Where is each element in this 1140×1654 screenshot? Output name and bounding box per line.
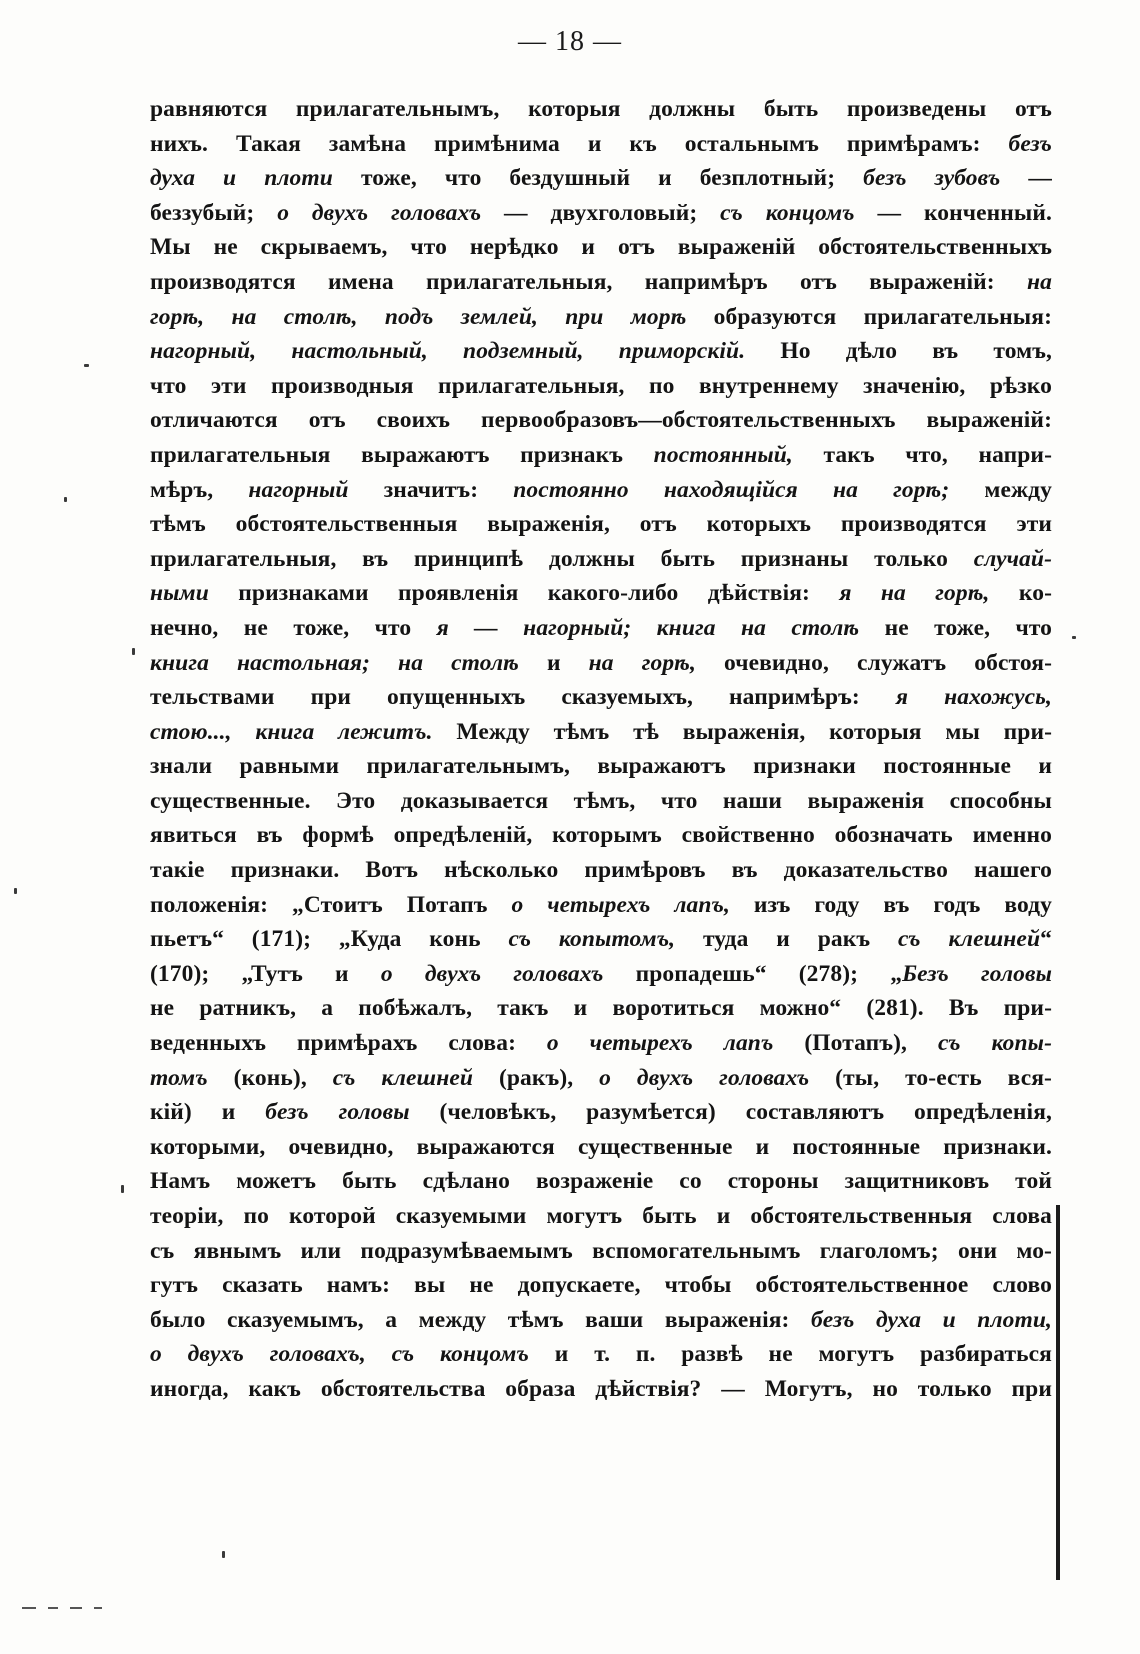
text-run: мѣръ, [150, 476, 249, 503]
text-run: явиться въ формѣ опредѣленій, которымъ свойственно обозначать именно [150, 822, 1052, 849]
text-line [150, 438, 1052, 473]
text-run: Мы не скрываемъ, что нерѣдко и отъ выраженій обстоятельственныхъ [150, 234, 1052, 261]
italic-phrase: о двухъ головахъ [599, 1064, 810, 1091]
text-run: прилагательныя выражаютъ признакъ [150, 441, 654, 468]
text-run: пропадешь“ (278); „ [603, 960, 903, 987]
scan-speck [132, 648, 135, 655]
margin-line [1056, 1205, 1060, 1580]
text-run: тѣмъ обстоятельственныя выраженія, отъ которыхъ производятся эти [150, 511, 1052, 538]
italic-phrase: нагорный, настольный, подземный, приморскій. [150, 338, 746, 365]
text-run: существенные. Это доказывается тѣмъ, что наши выраженія способны [150, 787, 1052, 814]
text-line [150, 818, 1052, 853]
scan-speck [121, 1185, 124, 1193]
text-run: значитъ: [348, 476, 514, 503]
scan-edge-mark [48, 1607, 58, 1609]
italic-phrase: на горѣ, [588, 649, 696, 676]
italic-phrase: о двухъ головахъ [277, 199, 482, 226]
scan-speck [14, 888, 17, 894]
text-line [150, 300, 1052, 335]
scan-edge-mark [22, 1607, 36, 1609]
italic-phrase: безъ [1008, 130, 1052, 157]
text-line [150, 680, 1052, 715]
text-run: тельствами при опущенныхъ сказуемыхъ, напримѣръ: [150, 684, 896, 711]
text-run: Намъ можетъ быть сдѣлано возраженіе со стороны защитниковъ той [150, 1168, 1052, 1195]
text-run: съ явнымъ или подразумѣваемымъ вспомогательнымъ глаголомъ; они мо- [150, 1237, 1052, 1264]
italic-phrase: постоянно находящійся на горѣ; [513, 476, 950, 503]
text-run: пьетъ“ (171); „Куда конь [150, 926, 509, 953]
text-line [150, 507, 1052, 542]
text-run: (170); „Тутъ и [150, 960, 381, 987]
text-run: (ты, то-есть вся- [809, 1064, 1052, 1091]
italic-phrase: съ копытомъ, [508, 926, 676, 953]
text-line [150, 1164, 1052, 1199]
text-run: изъ году въ годъ воду [729, 891, 1052, 918]
text-line [150, 127, 1052, 162]
text-line [150, 1234, 1052, 1269]
text-line [150, 1026, 1052, 1061]
body-text [150, 92, 1140, 1407]
text-line [150, 922, 1052, 957]
scan-speck [64, 497, 67, 502]
italic-phrase: ными [150, 580, 209, 607]
italic-phrase: постоянный, [653, 441, 793, 468]
text-run: прилагательныя, въ принципѣ должны быть признаны только [150, 545, 974, 572]
text-run: гутъ сказать намъ: вы не допускаете, чтобы обстоятельственное слово [150, 1272, 1052, 1299]
text-line [150, 784, 1052, 819]
text-line [150, 1061, 1052, 1096]
text-line [150, 1130, 1052, 1165]
text-run: не тоже, что [859, 614, 1052, 641]
text-line [150, 646, 1052, 681]
text-run: не ратникъ, а побѣжалъ, такъ и воротиться можно“ (281). Въ при- [150, 995, 1052, 1022]
text-line [150, 1268, 1052, 1303]
italic-phrase: Безъ головы [902, 960, 1052, 987]
text-run: “ [1040, 926, 1052, 953]
text-line [150, 1095, 1052, 1130]
scan-speck [1072, 636, 1076, 639]
text-run: кій) и [150, 1099, 266, 1126]
text-line [150, 230, 1052, 265]
text-line [150, 1372, 1052, 1407]
italic-phrase: я — нагорный; книга на столѣ [436, 614, 860, 641]
text-run: беззубый; [150, 199, 278, 226]
text-run: (человѣкъ, разумѣется) составляютъ опредѣленія, [409, 1099, 1052, 1126]
text-line [150, 715, 1052, 750]
text-run: было сказуемымъ, а между тѣмъ ваши выраженія: [150, 1306, 811, 1333]
text-run: такіе признаки. Вотъ нѣсколько примѣровъ въ доказательство нашего [150, 857, 1052, 884]
text-run: нечно, не тоже, что [150, 614, 437, 641]
text-line [150, 576, 1052, 611]
text-run: — [1000, 165, 1052, 192]
italic-phrase: случай- [973, 545, 1052, 572]
italic-phrase: о четырехъ лапъ [546, 1030, 774, 1057]
italic-phrase: горѣ, на столѣ, подъ землей, при морѣ [150, 303, 687, 330]
text-run: ко- [989, 580, 1052, 607]
text-line [150, 265, 1052, 300]
text-line [150, 853, 1052, 888]
scan-edge-mark [94, 1607, 102, 1609]
italic-phrase: о двухъ головахъ [380, 960, 604, 987]
text-run: (Потапъ), [773, 1030, 938, 1057]
text-run: что эти производныя прилагательныя, по внутреннему значенію, рѣзко [150, 372, 1052, 399]
text-line [150, 1337, 1052, 1372]
text-line [150, 196, 1052, 231]
scan-speck [84, 364, 89, 367]
text-line [150, 1199, 1052, 1234]
text-run: и [518, 649, 589, 676]
italic-phrase: безъ духа и плоти, [810, 1306, 1052, 1333]
italic-phrase: на [1027, 268, 1052, 295]
text-line [150, 403, 1052, 438]
page-number: — 18 — [518, 26, 622, 57]
text-line [150, 473, 1052, 508]
scan-speck [222, 1551, 225, 1558]
text-line [150, 542, 1052, 577]
text-run: — двухголовый; [481, 199, 721, 226]
text-line [150, 1303, 1052, 1338]
text-run: Но дѣло въ томъ, [745, 338, 1052, 365]
text-line [150, 92, 1052, 127]
italic-phrase: нагорный [248, 476, 349, 503]
italic-phrase: я нахожусь, [895, 684, 1052, 711]
text-line [150, 161, 1052, 196]
text-run: равняются прилагательнымъ, которыя должны быть произведены отъ [150, 96, 1052, 122]
italic-phrase: съ копы- [937, 1030, 1052, 1057]
italic-phrase: съ клешней [897, 926, 1041, 953]
text-run: — конченный. [854, 199, 1052, 226]
italic-phrase: съ клешней [332, 1064, 474, 1091]
text-run: веденныхъ примѣрахъ слова: [150, 1030, 547, 1057]
italic-phrase: о двухъ головахъ, съ концомъ [150, 1341, 529, 1368]
text-line [150, 334, 1052, 369]
text-run: тоже, что бездушный и безплотный; [332, 165, 864, 192]
text-run: Между тѣмъ тѣ выраженія, которыя мы при- [432, 718, 1052, 745]
text-line [150, 611, 1052, 646]
italic-phrase: я на горѣ, [839, 580, 990, 607]
italic-phrase: стою..., книга лежитъ. [150, 718, 433, 745]
text-run: очевидно, служатъ обстоя- [695, 649, 1052, 676]
text-run: теоріи, по которой сказуемыми могутъ быть и обстоятельственныя слова [150, 1203, 1052, 1229]
italic-phrase: книга настольная; на столѣ [150, 649, 519, 676]
text-run: признаками проявленія какого-либо дѣйствія: [208, 580, 840, 607]
text-run: положенія: „Стоитъ Потапъ [150, 891, 512, 918]
italic-phrase: духа и плоти [150, 165, 333, 192]
text-run: иногда, какъ обстоятельства образа дѣйствія? — Могутъ, но только при [150, 1375, 1052, 1402]
text-run: туда и ракъ [675, 926, 898, 953]
italic-phrase: съ концомъ [720, 199, 855, 226]
text-run: (ракъ), [473, 1064, 600, 1091]
text-line [150, 749, 1052, 784]
italic-phrase: безъ зубовъ [863, 165, 1001, 192]
text-run: (конь), [207, 1064, 333, 1091]
text-run: которыми, очевидно, выражаются существенные и постоянные признаки. [150, 1133, 1052, 1160]
text-run: производятся имена прилагательныя, напримѣръ отъ выраженій: [150, 268, 1027, 295]
text-line [150, 991, 1052, 1026]
italic-phrase: о четырехъ лапъ, [511, 891, 730, 918]
text-line [150, 888, 1052, 923]
text-run: и т. п. развѣ не могутъ разбираться [528, 1341, 1052, 1368]
italic-phrase: томъ [150, 1064, 208, 1091]
text-line [150, 369, 1052, 404]
text-run: между [949, 476, 1052, 503]
italic-phrase: безъ головы [265, 1099, 410, 1126]
scan-edge-mark [70, 1607, 82, 1609]
text-run: отличаются отъ своихъ первообразовъ—обстоятельственныхъ выраженій: [150, 407, 1052, 434]
text-run: нихъ. Такая замѣна примѣнима и къ остальнымъ примѣрамъ: [150, 130, 1009, 157]
text-run: знали равными прилагательнымъ, выражаютъ признаки постоянные и [150, 753, 1052, 780]
text-run: образуются прилагательныя: [686, 303, 1052, 330]
text-run: такъ что, напри- [792, 441, 1052, 468]
text-line [150, 957, 1052, 992]
